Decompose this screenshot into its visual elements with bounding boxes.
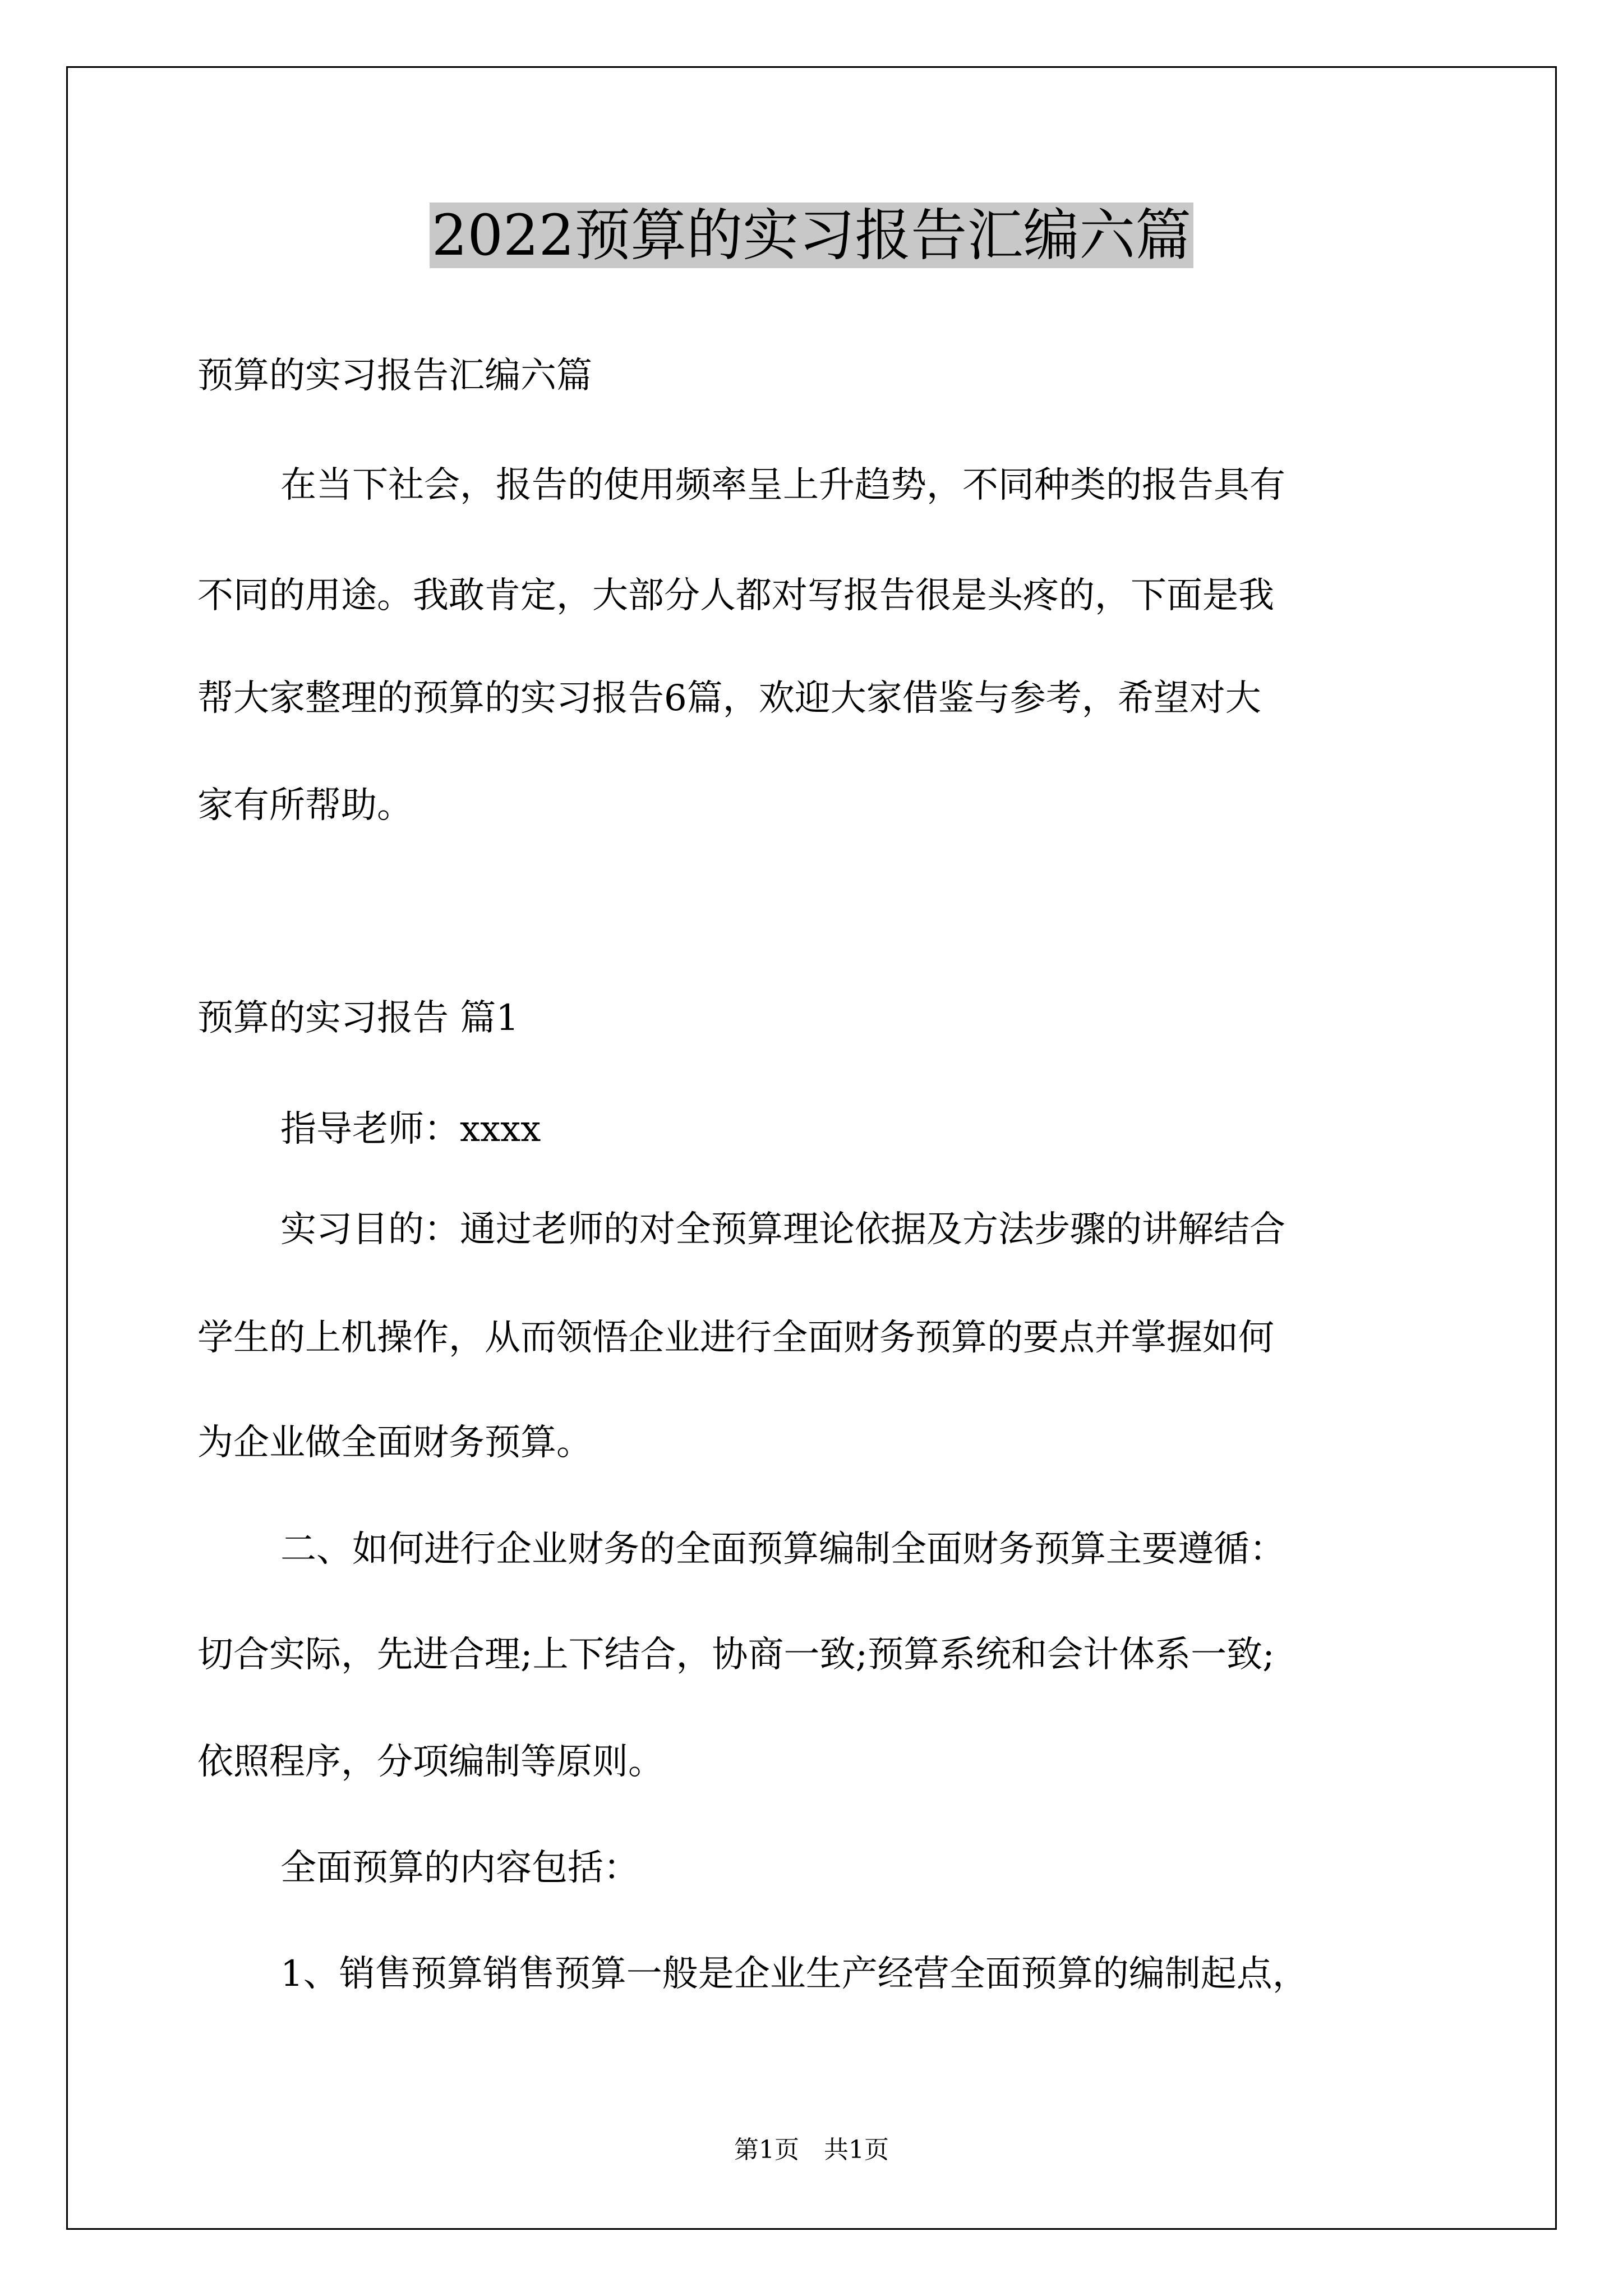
section-heading: 预算的实习报告 篇1 [197, 997, 519, 1039]
paragraph-line: 切合实际，先进合理;上下结合，协商一致;预算系统和会计体系一致; [197, 1634, 1275, 1676]
paragraph-line: 依照程序，分项编制等原则。 [197, 1741, 664, 1783]
paragraph-line: 帮大家整理的预算的实习报告6篇，欢迎大家借鉴与参考，希望对大 [197, 678, 1261, 719]
page-footer: 第1页 共1页 [734, 2136, 889, 2164]
paragraph-line: 学生的上机操作，从而领悟企业进行全面财务预算的要点并掌握如何 [197, 1317, 1274, 1359]
paragraph-line: 实习目的：通过老师的对全预算理论依据及方法步骤的讲解结合 [280, 1209, 1285, 1250]
paragraph-line: 在当下社会，报告的使用频率呈上升趋势，不同种类的报告具有 [280, 464, 1285, 506]
paragraph-line: 指导老师：xxxx [280, 1108, 541, 1150]
paragraph-line: 为企业做全面财务预算。 [197, 1422, 592, 1464]
paragraph-line: 家有所帮助。 [197, 785, 413, 826]
document-title-text: 2022预算的实习报告汇编六篇 [430, 203, 1194, 268]
paragraph-line-subtitle: 预算的实习报告汇编六篇 [197, 355, 592, 397]
paragraph-line: 1、销售预算销售预算一般是企业生产经营全面预算的编制起点， [280, 1953, 1308, 1995]
paragraph-line: 二、如何进行企业财务的全面预算编制全面财务预算主要遵循： [280, 1529, 1285, 1570]
document-title [0, 199, 1623, 272]
paragraph-line: 不同的用途。我敢肯定，大部分人都对写报告很是头疼的，下面是我 [197, 575, 1274, 616]
paragraph-line: 全面预算的内容包括： [280, 1847, 639, 1889]
